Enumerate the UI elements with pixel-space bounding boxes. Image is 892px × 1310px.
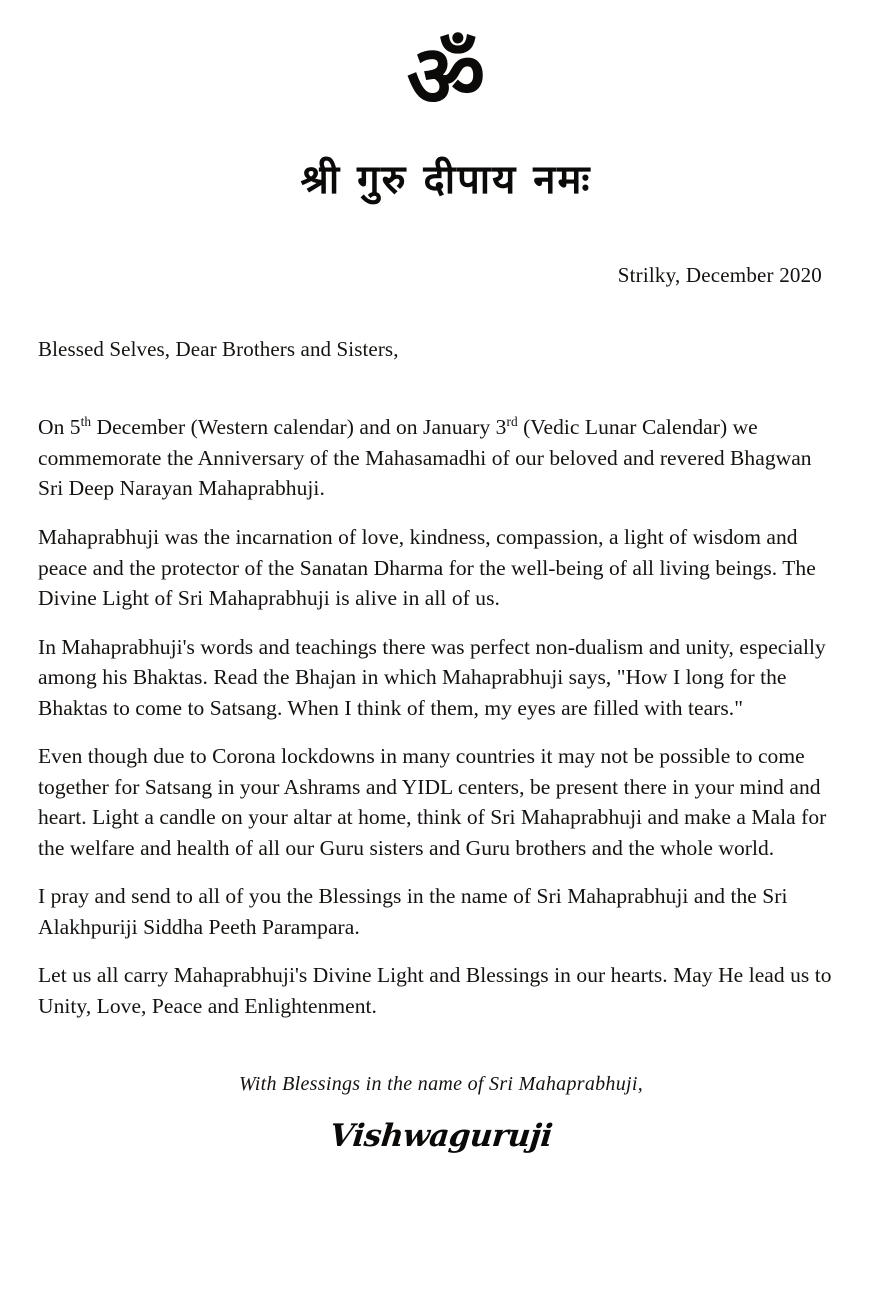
paragraph-incarnation: Mahaprabhuji was the incarnation of love, kindness, compassion, a light of wisdom and peace and the protector of the Sanatan Dharma for the well-being of all living beings. The Divine Light of Sri Mahaprabhuji is alive in all of us. [38, 524, 816, 611]
paragraph-anniversary: On 5th December (Western calendar) and on January 3rd (Vedic Lunar Calendar) we commemorate the Anniversary of the Mahasamadhi of our beloved and revered Bhagwan Sri Deep Narayan Mahaprabhuji. [38, 414, 812, 501]
letter-body [0, 334, 892, 1021]
closing-block [0, 1073, 892, 1154]
letter-header [0, 0, 892, 205]
paragraph-lockdown: Even though due to Corona lockdowns in many countries it may not be possible to come together for Satsang in your Ashrams and YIDL centers, be present there in your mind and heart. Light a candle on your altar at home, think of Sri Mahaprabhuji and make a Mala for the welfare and health of all our Guru sisters and Guru brothers and the whole world. [38, 744, 827, 860]
signature: Vishwaguruji [328, 1118, 554, 1155]
ordinal-suffix: rd [506, 414, 518, 430]
paragraph-blessings: I pray and send to all of you the Blessings in the name of Sri Mahaprabhuji and the Sri Alakhpuriji Siddha Peeth Parampara. [38, 884, 788, 939]
dateline-row [0, 263, 892, 288]
paragraph-divine-light: Let us all carry Mahaprabhuji's Divine Light and Blessings in our hearts. May He lead us to Unity, Love, Peace and Enlightenment. [38, 963, 832, 1018]
salutation: Blessed Selves, Dear Brothers and Sisters, [38, 337, 399, 361]
closing-line: With Blessings in the name of Sri Mahaprabhuji, [238, 1073, 644, 1096]
ordinal-suffix: th [80, 414, 92, 430]
om-icon: ॐ [406, 27, 486, 127]
paragraph-bhajan: In Mahaprabhuji's words and teachings there was perfect non-dualism and unity, especially among his Bhaktas. Read the Bhajan in which Mahaprabhuji says, "How I long for the Bhaktas to come to Satsang. When I think of them, my eyes are filled with tears." [38, 634, 826, 720]
sanskrit-mantra: श्री गुरु दीपाय नमः [300, 157, 592, 203]
dateline: Strilky, December 2020 [617, 263, 822, 287]
